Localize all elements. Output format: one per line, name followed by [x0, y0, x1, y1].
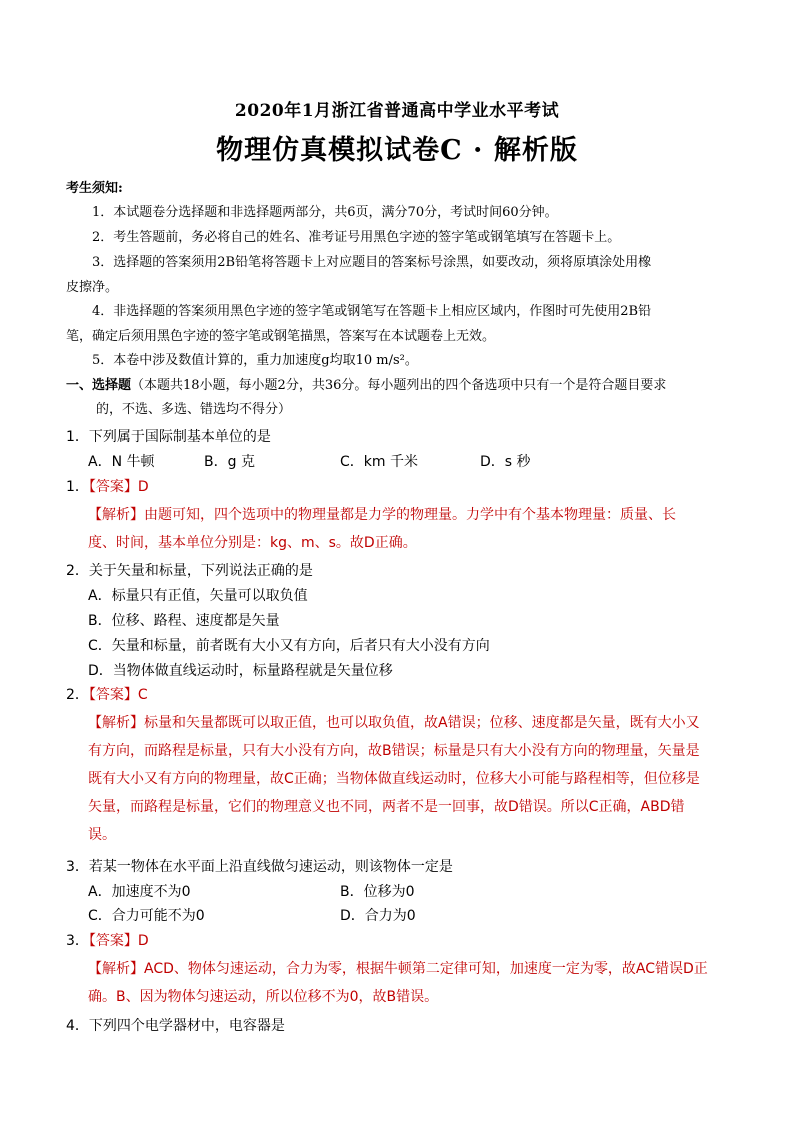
notice-item: 1．本试题卷分选择题和非选择题两部分，共6页，满分70分，考试时间60分钟。 — [92, 205, 558, 220]
answer-number: 2． — [66, 687, 89, 703]
exam-subtitle: 物理仿真模拟试卷C · 解析版 — [216, 135, 578, 166]
exam-title: 2020年1月浙江省普通高中学业水平考试 — [234, 101, 560, 121]
option-d: D．当物体做直线运动时，标量路程就是矢量位移 — [88, 663, 393, 679]
option-c: C．矢量和标量，前者既有大小又有方向，后者只有大小没有方向 — [88, 638, 490, 654]
notice-heading: 考生须知: — [66, 181, 123, 196]
question-stem: 3．若某一物体在水平面上沿直线做匀速运动，则该物体一定是 — [66, 859, 453, 875]
explanation-line: 度、时间，基本单位分别是：kg、m、s。故D正确。 — [88, 535, 417, 551]
option-b: B．g 克 — [204, 454, 255, 470]
explanation-line: 误。 — [88, 827, 116, 843]
notice-item-continued: 笔，确定后须用黑色字迹的签字笔或钢笔描黑，答案写在本试题卷上无效。 — [66, 329, 496, 344]
answer-line — [66, 477, 149, 497]
explanation-line: 矢量，而路程是标量，它们的物理意义也不同，两者不是一回事，故D错误。所以C正确，ABD错 — [88, 799, 685, 815]
explanation-line: 确。B、因为物体匀速运动，所以位移不为0，故B错误。 — [88, 989, 439, 1005]
answer-line — [66, 931, 149, 951]
notice-item: 5．本卷中涉及数值计算的，重力加速度g均取10 m/s²。 — [92, 353, 418, 368]
option-a: A．N 牛顿 — [88, 454, 155, 470]
option-d: D．s 秒 — [480, 454, 531, 470]
section-desc-continued: 的，不选、多选、错选均不得分） — [96, 402, 292, 417]
answer: 【答案】D — [88, 933, 149, 949]
answer-number: 3． — [66, 933, 89, 949]
option-b: B．位移为0 — [340, 884, 415, 900]
option-a: A．加速度不为0 — [88, 884, 191, 900]
notice-item: 3．选择题的答案须用2B铅笔将答题卡上对应题目的答案标号涂黑，如要改动，须将原填涂处用橡 — [92, 255, 652, 270]
explanation-line: 【解析】标量和矢量都既可以取正值，也可以取负值，故A错误；位移、速度都是矢量，既有大小又 — [88, 715, 700, 731]
section-label: 一、选择题 — [66, 378, 132, 393]
option-d: D．合力为0 — [340, 908, 416, 924]
question-stem: 1．下列属于国际制基本单位的是 — [66, 429, 271, 445]
explanation-line: 【解析】ACD、物体匀速运动，合力为零，根据牛顿第二定律可知，加速度一定为零，故AC错误D正 — [88, 961, 708, 977]
explanation-line: 有方向，而路程是标量，只有大小没有方向，故B错误；标量是只有大小没有方向的物理量，矢量是 — [88, 743, 700, 759]
answer: 【答案】C — [88, 687, 148, 703]
option-b: B．位移、路程、速度都是矢量 — [88, 613, 280, 629]
option-c: C．km 千米 — [340, 454, 418, 470]
explanation-line: 既有大小又有方向的物理量，故C正确；当物体做直线运动时，位移大小可能与路程相等，但位移是 — [88, 771, 700, 787]
explanation-line: 【解析】由题可知，四个选项中的物理量都是力学的物理量。力学中有个基本物理量：质量、长 — [88, 507, 676, 523]
notice-item-continued: 皮擦净。 — [66, 280, 119, 295]
option-a: A．标量只有正值，矢量可以取负值 — [88, 588, 308, 604]
question-stem: 4．下列四个电学器材中，电容器是 — [66, 1018, 285, 1034]
answer-line — [66, 685, 148, 705]
notice-item: 4．非选择题的答案须用黑色字迹的签字笔或钢笔写在答题卡上相应区域内，作图时可先使用2B铅 — [92, 304, 652, 319]
section-desc: （本题共18小题，每小题2分，共36分。每小题列出的四个备选项中只有一个是符合题目要求 — [131, 378, 667, 393]
answer-number: 1． — [66, 479, 89, 495]
notice-item: 2．考生答题前，务必将自己的姓名、准考证号用黑色字迹的签字笔或钢笔填写在答题卡上。 — [92, 230, 621, 245]
section-header — [66, 377, 666, 395]
option-c: C．合力可能不为0 — [88, 908, 205, 924]
question-stem: 2．关于矢量和标量，下列说法正确的是 — [66, 563, 313, 579]
answer: 【答案】D — [88, 479, 149, 495]
